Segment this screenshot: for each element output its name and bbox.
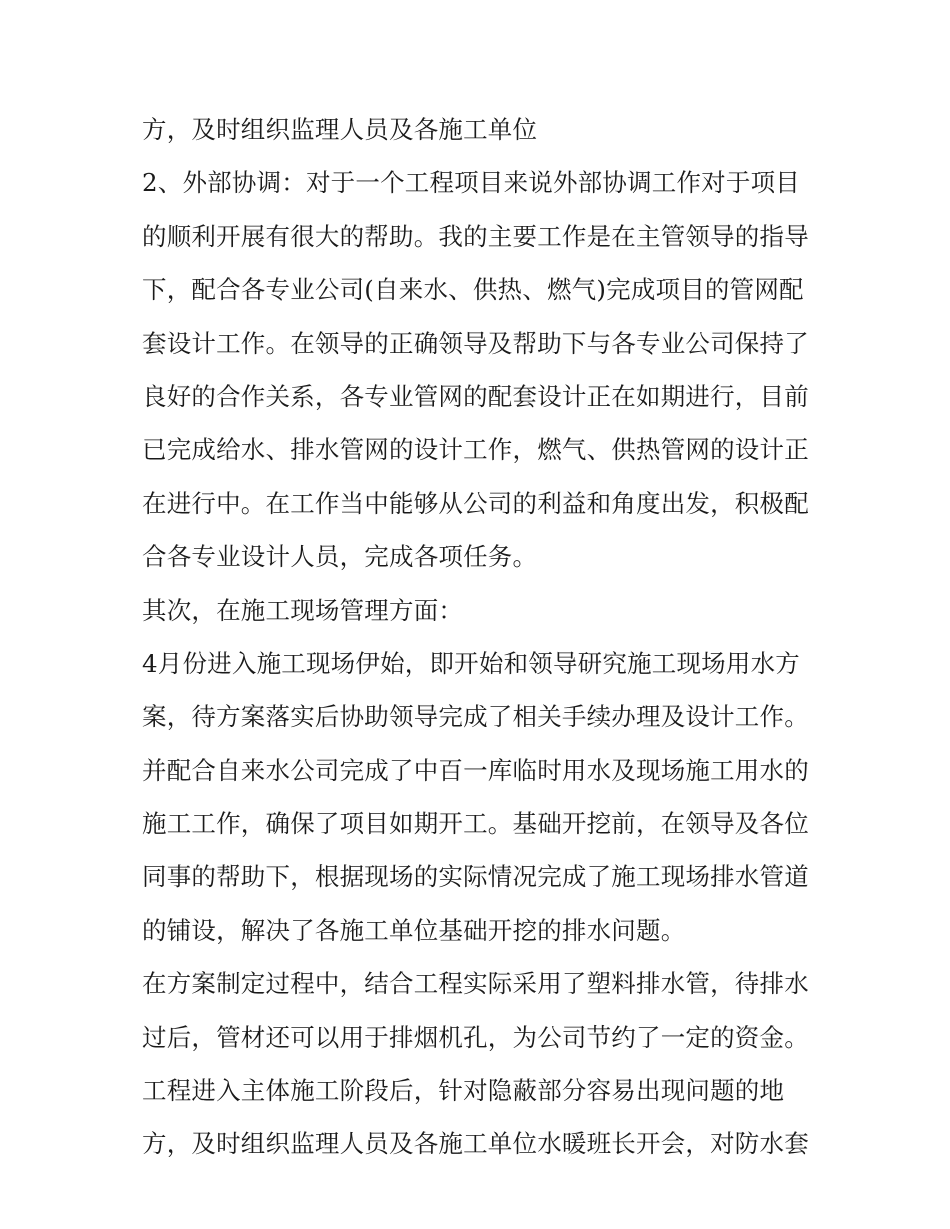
text-line: 其次，在施工现场管理方面： bbox=[142, 595, 464, 625]
text-line: 案，待方案落实后协助领导完成了相关手续办理及设计工作。 bbox=[142, 702, 809, 732]
text-line: 方，及时组织监理人员及各施工单位 bbox=[142, 115, 538, 144]
text-line: 同事的帮助下，根据现场的实际情况完成了施工现场排水管道 bbox=[142, 862, 809, 892]
text-line: 已完成给水、排水管网的设计工作，燃气、供热管网的设计正 bbox=[142, 435, 809, 465]
text-line: 的顺利开展有很大的帮助。我的主要工作是在主管领导的指导 bbox=[142, 221, 809, 251]
text-line: 在进行中。在工作当中能够从公司的利益和角度出发，积极配 bbox=[142, 488, 809, 518]
text-line: 过后，管材还可以用于排烟机孔，为公司节约了一定的资金。 bbox=[142, 1022, 809, 1052]
text-line: 方，及时组织监理人员及各施工单位水暖班长开会，对防水套 bbox=[142, 1129, 809, 1159]
text-line: 的铺设，解决了各施工单位基础开挖的排水问题。 bbox=[142, 915, 686, 945]
document-body bbox=[142, 103, 822, 1171]
text-line: 下，配合各专业公司(自来水、供热、燃气)完成项目的管网配 bbox=[142, 275, 804, 305]
text-line: 施工工作，确保了项目如期开工。基础开挖前，在领导及各位 bbox=[142, 809, 809, 839]
text-line: 良好的合作关系，各专业管网的配套设计正在如期进行，目前 bbox=[142, 381, 809, 411]
text-line: 并配合自来水公司完成了中百一库临时用水及现场施工用水的 bbox=[142, 755, 809, 785]
text-line: 2、外部协调：对于一个工程项目来说外部协调工作对于项目 bbox=[142, 168, 800, 198]
text-line: 在方案制定过程中，结合工程实际采用了塑料排水管，待排水 bbox=[142, 969, 809, 999]
text-line: 4月份进入施工现场伊始，即开始和领导研究施工现场用水方 bbox=[142, 648, 800, 678]
text-line: 合各专业设计人员，完成各项任务。 bbox=[142, 542, 538, 572]
text-line: 套设计工作。在领导的正确领导及帮助下与各专业公司保持了 bbox=[142, 328, 809, 358]
text-line: 工程进入主体施工阶段后，针对隐蔽部分容易出现问题的地 bbox=[142, 1076, 785, 1106]
